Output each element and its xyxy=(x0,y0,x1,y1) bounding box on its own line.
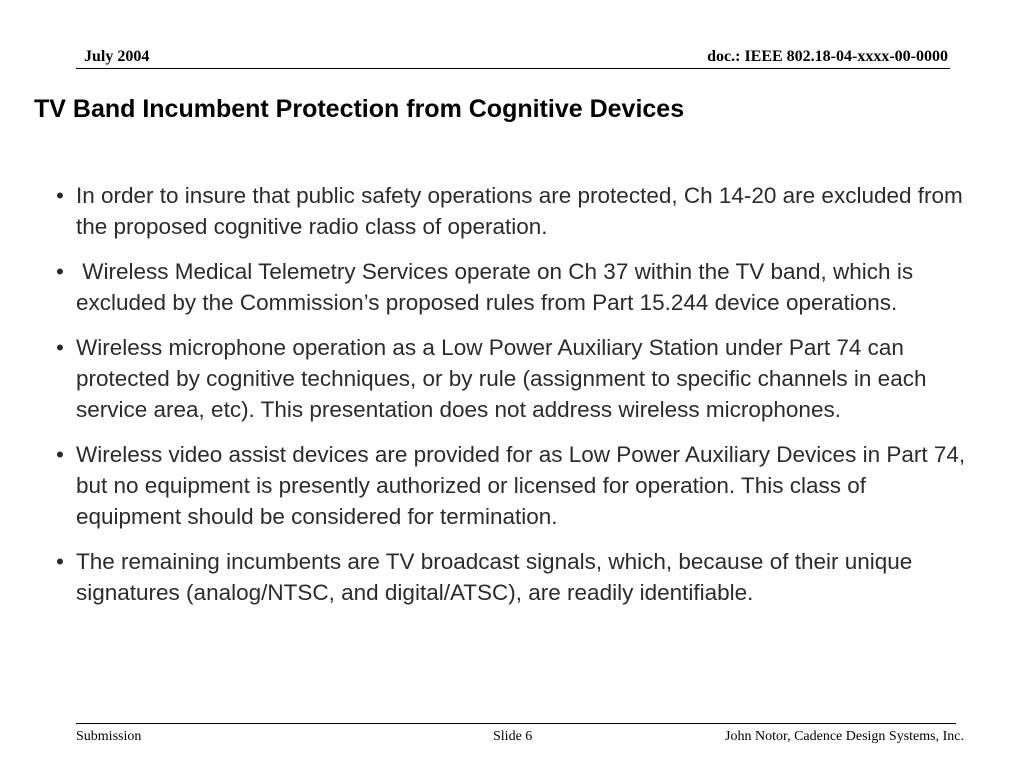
bullet-marker: • xyxy=(56,549,64,574)
bullet-text: The remaining incumbents are TV broadcast signals, which, because of their unique signatures (analog/NTSC, and digital/ATSC), are readily identifiable. xyxy=(76,549,913,605)
bullet-list xyxy=(56,180,976,622)
header-doc-id: doc.: IEEE 802.18-04-xxxx-00-0000 xyxy=(707,48,948,65)
bullet-text: Wireless Medical Telemetry Services operate on Ch 37 within the TV band, which is excluded by the Commission’s proposed rules from Part 15.244 device operations. xyxy=(76,259,920,315)
bullet-marker: • xyxy=(56,183,64,208)
header-divider xyxy=(76,68,950,69)
bullet-text: In order to insure that public safety operations are protected, Ch 14-20 are excluded from the proposed cognitive radio class of operation. xyxy=(76,183,963,239)
slide-number: Slide 6 xyxy=(493,729,533,744)
bullet-item xyxy=(56,546,976,608)
bullet-item xyxy=(56,439,976,532)
bullet-item xyxy=(56,332,976,425)
header-date: July 2004 xyxy=(84,48,150,65)
bullet-marker: • xyxy=(56,442,64,467)
footer-divider xyxy=(76,723,956,724)
footer-author: John Notor, Cadence Design Systems, Inc. xyxy=(725,729,964,744)
bullet-marker: • xyxy=(56,335,64,360)
bullet-item xyxy=(56,256,976,318)
bullet-text: Wireless microphone operation as a Low Power Auxiliary Station under Part 74 can protected by cognitive techniques, or by rule (assignment to specific channels in each service area, etc). This presentation does not address wireless microphones. xyxy=(76,335,927,422)
bullet-marker: • xyxy=(56,259,64,284)
footer-submission: Submission xyxy=(76,729,142,744)
bullet-text: Wireless video assist devices are provided for as Low Power Auxiliary Devices in Part 74, but no equipment is presently authorized or licensed for operation. This class of equipment should be considered for termination. xyxy=(76,442,966,529)
bullet-item xyxy=(56,180,976,242)
slide-title: TV Band Incumbent Protection from Cognitive Devices xyxy=(34,95,685,123)
